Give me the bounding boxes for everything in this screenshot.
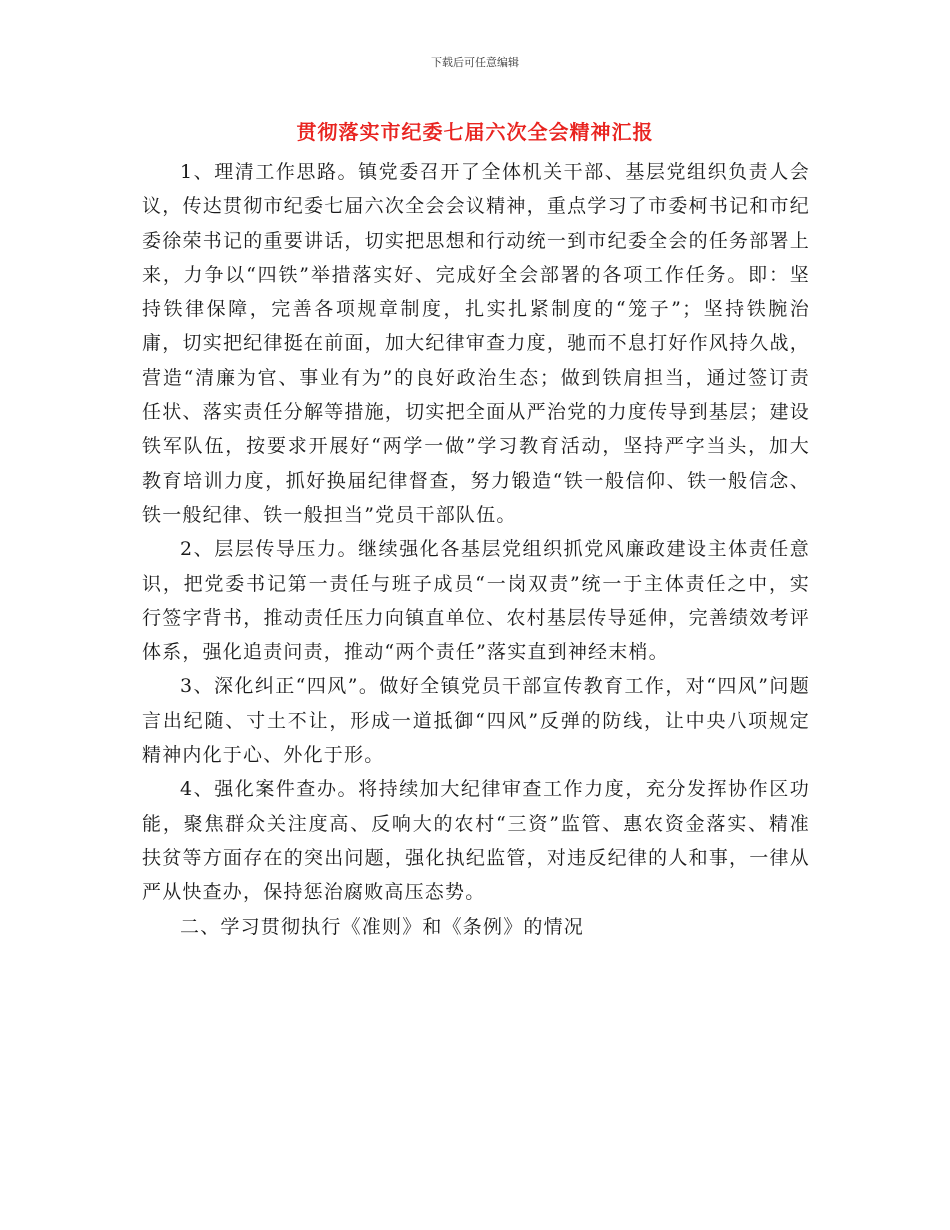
document-body	[142, 155, 810, 944]
document-title: 贯彻落实市纪委七届六次全会精神汇报	[296, 120, 654, 144]
paragraph-4: 4、强化案件查办。将持续加大纪律审查工作力度，充分发挥协作区功能，聚焦群众关注度高、反响大的农村“三资”监管、惠农资金落实、精准扶贫等方面存在的突出问题，强化执纪监管，对违反纪律的人和事，一律从严从快查办，保持惩治腐败高压态势。	[142, 778, 810, 904]
paragraph-3: 3、深化纠正“四风”。做好全镇党员干部宣传教育工作，对“四风”问题言出纪随、寸土不让，形成一道抵御“四风”反弹的防线，让中央八项规定精神内化于心、外化于形。	[142, 675, 810, 767]
header-note: 下载后可任意编辑	[431, 56, 519, 69]
paragraph-1: 1、理清工作思路。镇党委召开了全体机关干部、基层党组织负责人会议，传达贯彻市纪委七届六次全会会议精神，重点学习了市委柯书记和市纪委徐荣书记的重要讲话，切实把思想和行动统一到市纪委全会的任务部署上来，力争以“四铁”举措落实好、完成好全会部署的各项工作任务。即：坚持铁律保障，完善各项规章制度，扎实扎紧制度的“笼子”；坚持铁腕治庸，切实把纪律挺在前面，加大纪律审查力度，驰而不息打好作风持久战，营造“清廉为官、事业有为”的良好政治生态；做到铁肩担当，通过签订责任状、落实责任分解等措施，切实把全面从严治党的力度传导到基层；建设铁军队伍，按要求开展好“两学一做”学习教育活动，坚持严字当头，加大教育培训力度，抓好换届纪律督查，努力锻造“铁一般信仰、铁一般信念、铁一般纪律、铁一般担当”党员干部队伍。	[142, 161, 810, 526]
section-heading-2: 二、学习贯彻执行《准则》和《条例》的情况	[180, 915, 585, 938]
paragraph-2: 2、层层传导压力。继续强化各基层党组织抓党风廉政建设主体责任意识，把党委书记第一责任与班子成员“一岗双责”统一于主体责任之中，实行签字背书，推动责任压力向镇直单位、农村基层传导延伸，完善绩效考评体系，强化追责问责，推动“两个责任”落实直到神经末梢。	[142, 538, 810, 664]
